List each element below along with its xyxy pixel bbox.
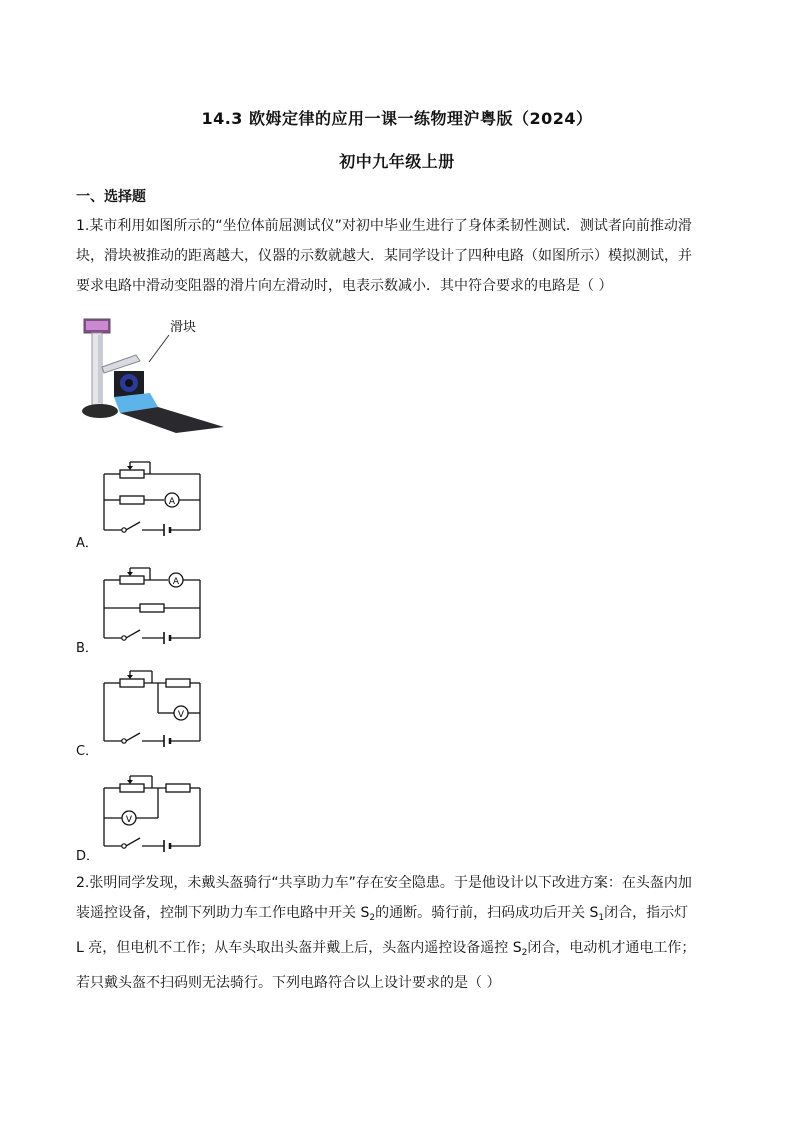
q2-line3-part2: 闭合，电动机才通电工作； (527, 940, 696, 956)
q2-line2-part1: 装遥控设备，控制下列助力车工作电路中开关 S (76, 905, 370, 921)
switch-pivot (122, 739, 126, 743)
q2-line2-part3: 闭合，指示灯 (604, 905, 689, 921)
voltmeter-symbol: V (177, 710, 185, 720)
s2-subscript: 2 (369, 913, 376, 923)
device-display-screen (86, 321, 108, 330)
sit-and-reach-device-photo (74, 315, 224, 433)
question-2-line: 2.张明同学发现，未戴头盔骑行“共享助力车”存在安全隐患。于是他设计以下改进方案：在头盔内加 (76, 875, 692, 891)
question-2-line (76, 933, 726, 968)
question-1-line: 1.某市利用如图所示的“坐位体前屈测试仪”对初中毕业生进行了身体柔韧性测试．测试者向前推动滑 (76, 218, 692, 234)
switch-pivot (122, 844, 126, 848)
slider-knob-center (125, 379, 133, 387)
question-1-line: 要求电路中滑动变阻器的滑片向左滑动时，电表示数减小．其中符合要求的电路是（ ） (76, 278, 613, 294)
document-subtitle: 初中九年级上册 (339, 152, 455, 171)
device-base (82, 404, 118, 418)
q2-line3-part1: L 亮，但电机不工作；从车头取出头盔并戴上后，头盔内遥控设备遥控 S (76, 940, 522, 956)
question-1-line: 块，滑块被推动的距离越大，仪器的示数就越大．某同学设计了四种电路（如图所示）模拟测试，并 (76, 248, 692, 264)
ammeter-symbol: A (172, 577, 180, 587)
document-title: 14.3 欧姆定律的应用一课一练物理沪粤版（2024） (201, 109, 593, 128)
ammeter-symbol: A (168, 497, 176, 507)
option-b-label: B． (76, 641, 98, 656)
switch-pivot (122, 636, 126, 640)
device-rail (102, 355, 140, 373)
s2-subscript: 2 (521, 948, 528, 958)
option-a-label: A． (76, 536, 98, 551)
circuit-option-b (96, 564, 208, 648)
question-2-text (76, 868, 726, 998)
s1-subscript: 1 (598, 913, 605, 923)
question-2-line (76, 898, 726, 933)
option-c-label: C． (76, 744, 99, 759)
section-heading: 一、选择题 (76, 189, 146, 205)
device-pole-shade (98, 335, 102, 403)
option-d-label: D． (76, 849, 100, 864)
switch-pivot (122, 528, 126, 532)
circuit-option-a (96, 458, 208, 542)
question-1-text (76, 211, 726, 301)
circuit-option-d (96, 772, 208, 856)
q2-line2-part2: 的通断。骑行前，扫码成功后开关 S (375, 905, 599, 921)
question-2-line: 若只戴头盔不扫码则无法骑行。下列电路符合以上设计要求的是（ ） (76, 975, 501, 991)
slider-label: 滑块 (170, 320, 197, 335)
slider-pointer-line (149, 335, 169, 362)
floor-mat (120, 407, 224, 433)
voltmeter-symbol: V (125, 815, 133, 825)
circuit-option-c (96, 667, 208, 751)
